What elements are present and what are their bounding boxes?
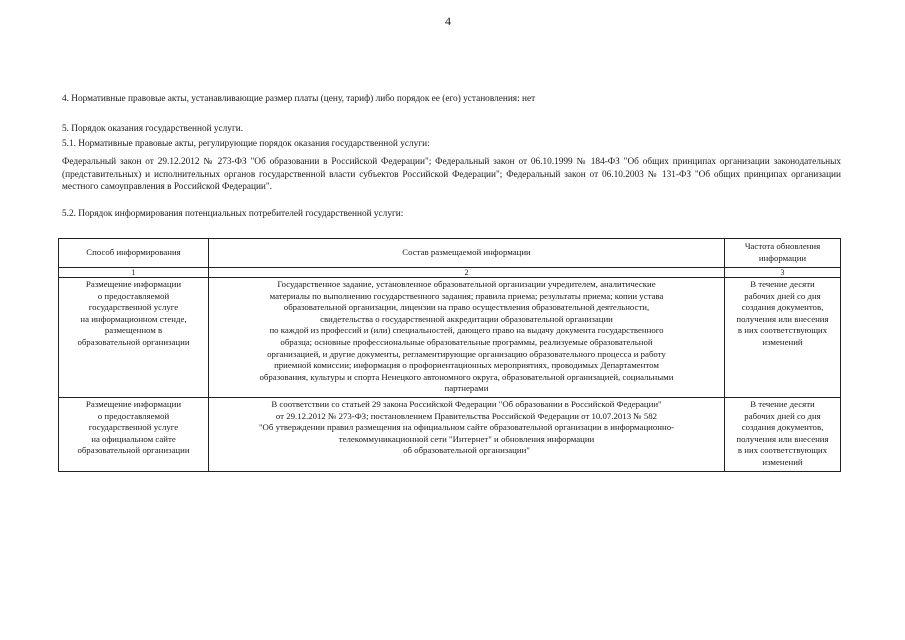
content-text: В соответствии со статьей 29 закона Российской Федерации "Об образовании в Российской Федерации" от 29.12.2012 № 273-ФЗ; постановлением Правительства Российской Федерации от 10.07.2013 № 582 "Об утверждении правил размещения на официальном сайте образовательной организации в информационно- телекоммуникационной сети "Интернет" и обновления информации об образовательной организации" [258, 398, 675, 456]
column-number: 2 [209, 268, 725, 278]
table-row [59, 397, 841, 471]
page-number: 4 [445, 14, 451, 28]
section-5-title: 5. Порядок оказания государственной услуги. [62, 124, 244, 134]
information-table [58, 238, 841, 472]
frequency-cell [725, 397, 841, 471]
header-content [209, 239, 725, 268]
method-text: Размещение информации о предоставляемой государственной услуге на официальном сайте образовательной организации [77, 398, 190, 456]
table-header-row [59, 239, 841, 268]
section-5-1-title: 5.1. Нормативные правовые акты, регулирующие порядок оказания государственной услуги: [62, 139, 430, 149]
header-method-label: Способ информирования [86, 247, 181, 258]
section-4-text: 4. Нормативные правовые акты, устанавливающие размер платы (цену, тариф) либо порядок ее (его) установления: нет [62, 94, 536, 104]
column-number-row [59, 268, 841, 278]
method-text: Размещение информации о предоставляемой государственной услуге на информационном стенде, размещенном в образовательной организации [77, 279, 190, 347]
column-number: 3 [725, 268, 841, 278]
header-frequency [725, 239, 841, 268]
header-content-label: Состав размещаемой информации [402, 247, 531, 258]
table-row [59, 278, 841, 398]
header-frequency-label: Частота обновления информации [744, 241, 821, 263]
section-5-2-title: 5.2. Порядок информирования потенциальных потребителей государственной услуги: [62, 209, 404, 219]
frequency-text: В течение десяти рабочих дней со дня создания документов, получения или внесения в них соответствующих изменений [736, 279, 829, 347]
content-cell [209, 397, 725, 471]
method-cell [59, 278, 209, 398]
column-number: 1 [59, 268, 209, 278]
frequency-cell [725, 278, 841, 398]
frequency-text: В течение десяти рабочих дней со дня создания документов, получения или внесения в них соответствующих изменений [736, 398, 829, 467]
section-5-1-laws: Федеральный закон от 29.12.2012 № 273-ФЗ "Об образовании в Российской Федерации"; Федеральный закон от 06.10.1999 № 184-ФЗ "Об общих принципах организации законодательных (представительных) и исполнительных органов государственной власти субъектов Российской Федерации"; Федеральный закон от 06.10.2003 № 131-ФЗ "Об общих принципах организации местного самоуправления в Российской Федерации". [62, 157, 841, 192]
content-cell [209, 278, 725, 398]
header-method [59, 239, 209, 268]
content-text: Государственное задание, установленное образовательной организации учредителем, аналитические материалы по выполнению государственного задания; правила приема; результаты приема; копии устава образовательной организации, лицензии на право осуществления образовательной деятельности, свидетельства о государственной аккредитации образовательной организации по каждой из профессий и (или) специальностей, дающего право на выдачу документа государственного образца; основные профессиональные образовательные программы, реализуемые образовательной организацией, и другие документы, регламентирующие организацию образовательного процесса и работу приемной комиссии; информация о профориентационных мероприятиях, проводимых Департаментом образования, культуры и спорта Ненецкого автономного округа, образовательной организацией, социальными партнерами [259, 279, 674, 394]
method-cell [59, 397, 209, 471]
